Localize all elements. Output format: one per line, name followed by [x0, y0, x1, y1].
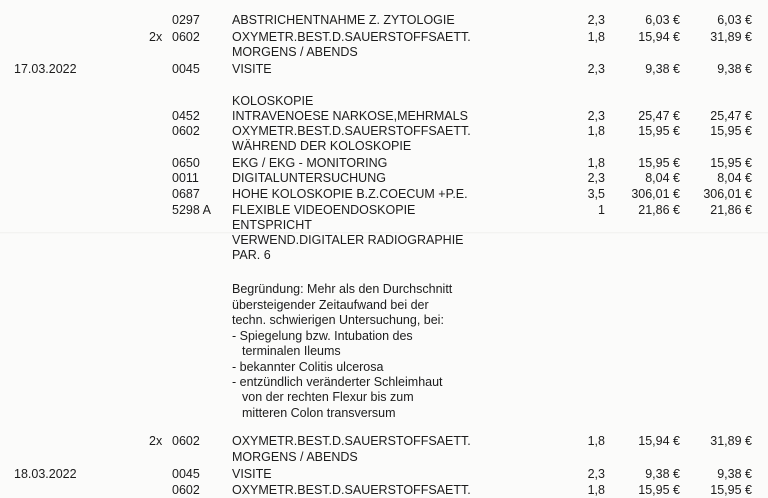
note-text: terminalen Ileums: [242, 344, 341, 358]
row-total: 21,86 €: [710, 203, 752, 217]
row-description: OXYMETR.BEST.D.SAUERSTOFFSAETT.: [232, 483, 471, 497]
row-total: 15,95 €: [710, 156, 752, 170]
row-description: VISITE: [232, 62, 272, 76]
note-line: [0, 298, 768, 313]
row-description: VISITE: [232, 467, 272, 481]
row-total: 6,03 €: [717, 13, 752, 27]
table-row: [0, 171, 768, 186]
table-row: [0, 203, 768, 218]
row-date: 17.03.2022: [14, 62, 77, 76]
table-row: [0, 218, 768, 233]
row-code: 0602: [172, 30, 200, 44]
row-code: 0602: [172, 124, 200, 138]
row-description: PAR. 6: [232, 248, 271, 262]
row-description: WÄHREND DER KOLOSKOPIE: [232, 139, 412, 153]
row-unit-price: 9,38 €: [645, 467, 680, 481]
row-unit-price: 15,94 €: [638, 30, 680, 44]
row-total: 8,04 €: [717, 171, 752, 185]
row-unit-price: 15,95 €: [638, 124, 680, 138]
row-description: ENTSPRICHT: [232, 218, 312, 232]
note-line: [0, 375, 768, 390]
row-quantity: 2x: [149, 30, 163, 44]
row-unit-price: 9,38 €: [645, 62, 680, 76]
row-total: 9,38 €: [717, 467, 752, 481]
row-total: 306,01 €: [703, 187, 752, 201]
row-factor: 1,8: [587, 483, 605, 497]
table-row: [0, 30, 768, 45]
row-date: 18.03.2022: [14, 467, 77, 481]
table-row: [0, 94, 768, 109]
row-factor: 2,3: [587, 62, 605, 76]
row-factor: 1,8: [587, 434, 605, 448]
note-text: von der rechten Flexur bis zum: [242, 390, 414, 404]
row-code: 5298 A: [172, 203, 211, 217]
note-line: [0, 344, 768, 359]
table-row: [0, 156, 768, 171]
table-row: [0, 45, 768, 60]
row-description: MORGENS / ABENDS: [232, 450, 358, 464]
note-text: techn. schwierigen Untersuchung, bei:: [232, 313, 444, 327]
row-factor: 2,3: [587, 467, 605, 481]
row-factor: 2,3: [587, 13, 605, 27]
row-description: VERWEND.DIGITALER RADIOGRAPHIE: [232, 233, 464, 247]
row-code: 0650: [172, 156, 200, 170]
row-total: 31,89 €: [710, 434, 752, 448]
table-row: [0, 187, 768, 202]
row-description: ABSTRICHENTNAHME Z. ZYTOLOGIE: [232, 13, 455, 27]
row-unit-price: 306,01 €: [631, 187, 680, 201]
table-row: [0, 467, 768, 482]
table-row: [0, 233, 768, 248]
table-row: [0, 434, 768, 449]
row-factor: 1: [598, 203, 605, 217]
row-factor: 2,3: [587, 109, 605, 123]
note-line: [0, 282, 768, 297]
row-unit-price: 25,47 €: [638, 109, 680, 123]
table-row: [0, 248, 768, 263]
table-row: [0, 139, 768, 154]
note-text: - bekannter Colitis ulcerosa: [232, 360, 384, 374]
note-line: [0, 329, 768, 344]
row-total: 15,95 €: [710, 483, 752, 497]
row-code: 0452: [172, 109, 200, 123]
row-factor: 1,8: [587, 30, 605, 44]
row-unit-price: 15,95 €: [638, 156, 680, 170]
row-code: 0602: [172, 434, 200, 448]
note-text: Begründung: Mehr als den Durchschnitt: [232, 282, 453, 296]
note-text: - Spiegelung bzw. Intubation des: [232, 329, 413, 343]
row-factor: 2,3: [587, 171, 605, 185]
row-code: 0045: [172, 62, 200, 76]
row-description: DIGITALUNTERSUCHUNG: [232, 171, 386, 185]
table-row: [0, 109, 768, 124]
row-description: OXYMETR.BEST.D.SAUERSTOFFSAETT.: [232, 124, 471, 138]
row-description: FLEXIBLE VIDEOENDOSKOPIE: [232, 203, 416, 217]
note-text: übersteigender Zeitaufwand bei der: [232, 298, 429, 312]
row-code: 0011: [172, 171, 199, 185]
note-text: - entzündlich veränderter Schleimhaut: [232, 375, 443, 389]
row-unit-price: 15,94 €: [638, 434, 680, 448]
row-code: 0687: [172, 187, 200, 201]
row-description: OXYMETR.BEST.D.SAUERSTOFFSAETT.: [232, 30, 471, 44]
note-line: [0, 406, 768, 421]
table-row: [0, 450, 768, 465]
row-code: 0297: [172, 13, 200, 27]
table-row: [0, 13, 768, 28]
note-line: [0, 313, 768, 328]
row-factor: 1,8: [587, 156, 605, 170]
row-quantity: 2x: [149, 434, 163, 448]
row-description: OXYMETR.BEST.D.SAUERSTOFFSAETT.: [232, 434, 471, 448]
row-unit-price: 15,95 €: [638, 483, 680, 497]
row-total: 25,47 €: [710, 109, 752, 123]
row-description: KOLOSKOPIE: [232, 94, 314, 108]
table-row: [0, 62, 768, 77]
row-unit-price: 8,04 €: [645, 171, 680, 185]
row-description: EKG / EKG - MONITORING: [232, 156, 388, 170]
row-unit-price: 6,03 €: [645, 13, 680, 27]
row-total: 9,38 €: [717, 62, 752, 76]
row-factor: 3,5: [587, 187, 605, 201]
row-code: 0045: [172, 467, 200, 481]
row-description: HOHE KOLOSKOPIE B.Z.COECUM +P.E.: [232, 187, 468, 201]
note-text: mitteren Colon transversum: [242, 406, 396, 420]
table-row: [0, 124, 768, 139]
note-line: [0, 360, 768, 375]
row-factor: 1,8: [587, 124, 605, 138]
note-line: [0, 390, 768, 405]
row-description: INTRAVENOESE NARKOSE,MEHRMALS: [232, 109, 468, 123]
row-unit-price: 21,86 €: [638, 203, 680, 217]
row-total: 15,95 €: [710, 124, 752, 138]
row-description: MORGENS / ABENDS: [232, 45, 358, 59]
table-row: [0, 483, 768, 498]
row-code: 0602: [172, 483, 200, 497]
row-total: 31,89 €: [710, 30, 752, 44]
